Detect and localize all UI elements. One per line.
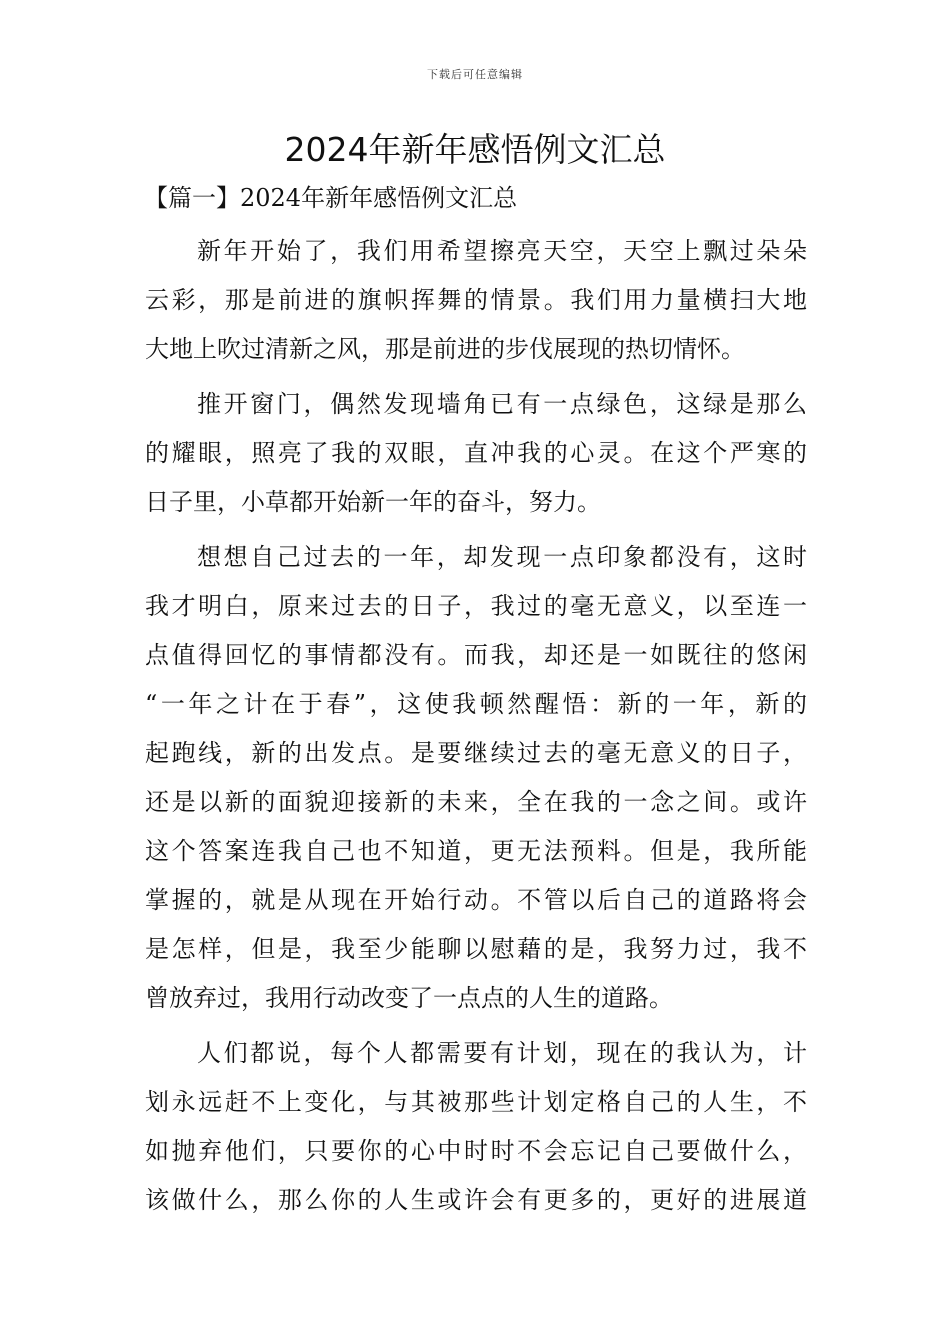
paragraph xyxy=(145,1029,807,1225)
document-title: 2024年新年感悟例文汇总 xyxy=(284,130,666,169)
text-line: 人们都说，每个人都需要有计划，现在的我认为，计 xyxy=(197,1039,807,1067)
text-line: 还是以新的面貌迎接新的未来，全在我的一念之间。或许 xyxy=(145,788,807,816)
text-line: 起跑线，新的出发点。是要继续过去的毫无意义的日子， xyxy=(145,739,807,767)
text-line: 掌握的，就是从现在开始行动。不管以后自己的道路将会 xyxy=(145,886,807,914)
text-line: 云彩，那是前进的旗帜挥舞的情景。我们用力量横扫大地 xyxy=(145,286,807,314)
text-line: 新年开始了，我们用希望擦亮天空，天空上飘过朵朵 xyxy=(197,237,807,265)
document-body xyxy=(145,227,807,1231)
text-line: 该做什么，那么你的人生或许会有更多的，更好的进展道 xyxy=(145,1186,807,1214)
text-line: 是怎样，但是，我至少能聊以慰藉的是，我努力过，我不 xyxy=(145,935,807,963)
text-line: 我才明白，原来过去的日子，我过的毫无意义，以至连一 xyxy=(145,592,807,620)
paragraph xyxy=(145,227,807,374)
text-line: 如抛弃他们，只要你的心中时时不会忘记自己要做什么， xyxy=(145,1137,807,1165)
section-heading: 【篇一】2024年新年感悟例文汇总 xyxy=(144,184,518,212)
text-line: 推开窗门，偶然发现墙角已有一点绿色，这绿是那么 xyxy=(197,390,807,418)
text-line: 的耀眼，照亮了我的双眼，直冲我的心灵。在这个严寒的 xyxy=(145,439,807,467)
paragraph xyxy=(145,533,807,1023)
text-line: 划永远赶不上变化，与其被那些计划定格自己的人生，不 xyxy=(145,1088,807,1116)
text-line: 日子里，小草都开始新一年的奋斗，努力。 xyxy=(145,488,601,516)
text-line: 点值得回忆的事情都没有。而我，却还是一如既往的悠闲 xyxy=(145,641,807,669)
text-line: 大地上吹过清新之风，那是前进的步伐展现的热切情怀。 xyxy=(145,335,745,363)
text-line: 这个答案连我自己也不知道，更无法预料。但是，我所能 xyxy=(145,837,807,865)
text-line: “一年之计在于春”，这使我顿然醒悟：新的一年，新的 xyxy=(145,690,807,718)
text-line: 曾放弃过，我用行动改变了一点点的人生的道路。 xyxy=(145,984,673,1012)
paragraph xyxy=(145,380,807,527)
header-note: 下载后可任意编辑 xyxy=(427,68,523,81)
text-line: 想想自己过去的一年，却发现一点印象都没有，这时 xyxy=(197,543,807,571)
